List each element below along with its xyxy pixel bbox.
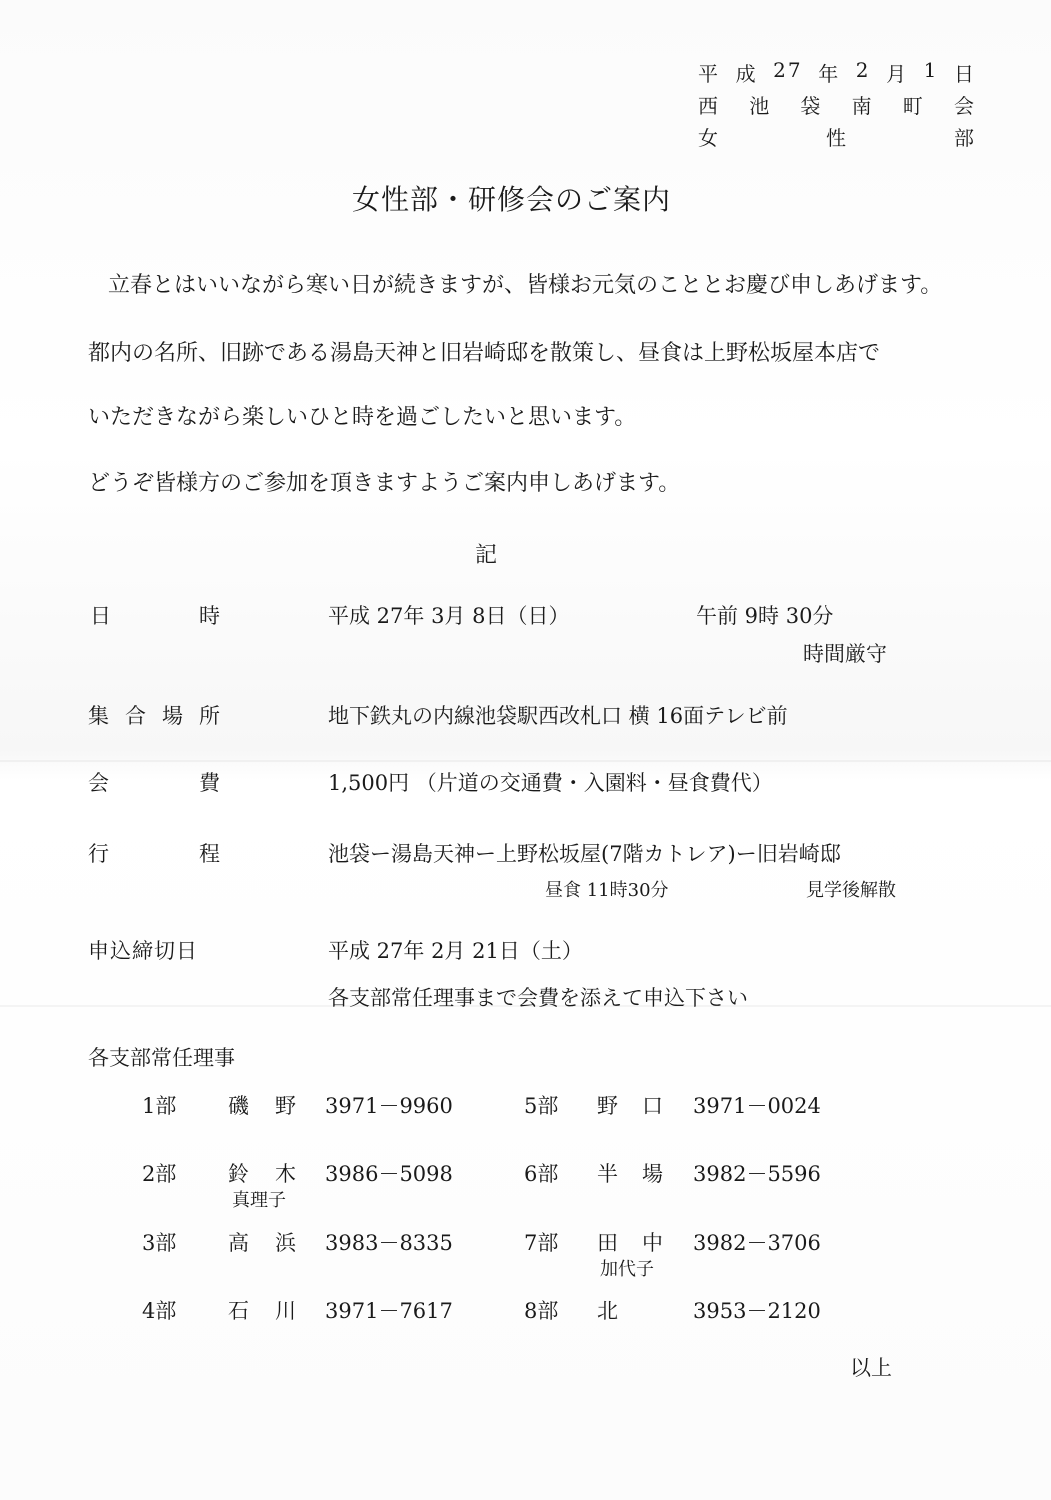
director-phone: 3983－8335: [325, 1231, 453, 1255]
label-itinerary: [88, 838, 220, 868]
issue-date-char: 年: [818, 62, 841, 86]
ki-heading: 記: [475, 543, 498, 568]
name-char: 場: [642, 1162, 663, 1186]
label-char: 会: [88, 771, 109, 795]
closing-mark: 以上: [850, 1356, 892, 1380]
name-char: 浜: [275, 1231, 296, 1255]
label-char: 日: [90, 604, 111, 628]
organization-char: 袋: [800, 94, 823, 118]
director-dept: 4部: [142, 1299, 177, 1323]
director-name: [597, 1158, 663, 1188]
director-given-name: 真理子: [232, 1190, 286, 1211]
issue-date: [698, 58, 976, 87]
event-time: 午前 9時 30分: [696, 604, 834, 628]
director-name: [597, 1090, 663, 1120]
punctuality-note: 時間厳守: [803, 642, 887, 666]
director-phone: 3971－9960: [325, 1094, 453, 1118]
label-fee: [88, 767, 220, 797]
director-phone: 3982－3706: [693, 1231, 821, 1255]
label-char: 行: [88, 842, 109, 866]
issue-date-char: 月: [886, 62, 909, 86]
director-dept: 3部: [142, 1231, 177, 1255]
lunch-time-note: 昼食 11時30分: [545, 880, 669, 901]
label-meeting-place: [88, 700, 220, 730]
director-dept: 7部: [524, 1231, 559, 1255]
issue-date-char: 日: [953, 62, 976, 86]
name-char: 高: [228, 1231, 249, 1255]
name-char: 中: [642, 1231, 663, 1255]
label-char: 合: [125, 704, 146, 728]
label-char: 時: [199, 604, 220, 628]
meeting-place: 地下鉄丸の内線池袋駅西改札口 横 16面テレビ前: [328, 704, 788, 728]
paper-crease: [0, 760, 1051, 762]
deadline-date: 平成 27年 2月 21日（土）: [328, 939, 583, 963]
name-char: 川: [275, 1299, 296, 1323]
paragraph-invitation: どうぞ皆様方のご参加を頂きますようご案内申しあげます。: [88, 471, 681, 496]
department-char: 性: [826, 126, 848, 150]
name-char: 北: [597, 1299, 618, 1323]
paragraph-plan-line2: いただきながら楽しいひと時を過ごしたいと思います。: [88, 405, 637, 430]
director-dept: 2部: [142, 1162, 177, 1186]
paragraph-greeting: 立春とはいいながら寒い日が続きますが、皆様お元気のこととお慶び申しあげます。: [108, 273, 943, 298]
name-char: 半: [597, 1162, 618, 1186]
label-char: 費: [199, 771, 220, 795]
director-name: [597, 1227, 663, 1257]
paragraph-plan-line1: 都内の名所、旧跡である湯島天神と旧岩崎邸を散策し、昼食は上野松坂屋本店で: [88, 341, 881, 366]
director-name: [228, 1227, 296, 1257]
issue-date-char: 1: [923, 58, 939, 82]
director-name: [228, 1158, 296, 1188]
label-datetime: [90, 600, 220, 630]
name-char: 口: [642, 1094, 663, 1118]
organization-char: 池: [749, 94, 772, 118]
label-char: 所: [199, 704, 220, 728]
label-char: 集: [88, 704, 109, 728]
itinerary-route: 池袋ー湯島天神ー上野松坂屋(7階カトレア)ー旧岩崎邸: [328, 842, 841, 866]
name-char: 野: [597, 1094, 618, 1118]
dismissal-note: 見学後解散: [806, 880, 896, 901]
name-char: 田: [597, 1231, 618, 1255]
department-char: 女: [698, 126, 720, 150]
director-phone: 3971－0024: [693, 1094, 821, 1118]
director-given-name: 加代子: [600, 1259, 654, 1280]
department-char: 部: [954, 126, 976, 150]
name-char: 磯: [228, 1094, 249, 1118]
label-deadline: 申込締切日: [88, 939, 198, 963]
name-char: 木: [275, 1162, 296, 1186]
organization-name: [698, 90, 976, 119]
label-char: 場: [162, 704, 183, 728]
organization-char: 会: [953, 94, 976, 118]
name-char: 鈴: [228, 1162, 249, 1186]
issue-date-char: 2: [855, 58, 871, 82]
director-dept: 6部: [524, 1162, 559, 1186]
organization-char: 西: [698, 94, 720, 118]
application-instruction: 各支部常任理事まで会費を添えて申込下さい: [328, 986, 748, 1010]
director-phone: 3986－5098: [325, 1162, 453, 1186]
issue-date-char: 成: [735, 62, 758, 86]
issue-date-char: 27: [773, 58, 803, 82]
director-dept: 5部: [524, 1094, 559, 1118]
fee-value: 1,500円 （片道の交通費・入園料・昼食費代）: [328, 771, 773, 795]
director-name: [597, 1295, 618, 1325]
department-name: [698, 122, 976, 151]
directors-heading: 各支部常任理事: [88, 1046, 235, 1070]
document-title: 女性部・研修会のご案内: [352, 183, 672, 216]
director-phone: 3953－2120: [693, 1299, 821, 1323]
name-char: 石: [228, 1299, 249, 1323]
event-date: 平成 27年 3月 8日（日）: [328, 604, 570, 628]
name-char: 野: [275, 1094, 296, 1118]
organization-char: 南: [851, 94, 874, 118]
director-phone: 3982－5596: [693, 1162, 821, 1186]
label-char: 程: [199, 842, 220, 866]
director-name: [228, 1295, 296, 1325]
director-dept: 1部: [142, 1094, 177, 1118]
organization-char: 町: [902, 94, 925, 118]
director-dept: 8部: [524, 1299, 559, 1323]
director-phone: 3971－7617: [325, 1299, 453, 1323]
issue-date-char: 平: [698, 62, 720, 86]
director-name: [228, 1090, 296, 1120]
